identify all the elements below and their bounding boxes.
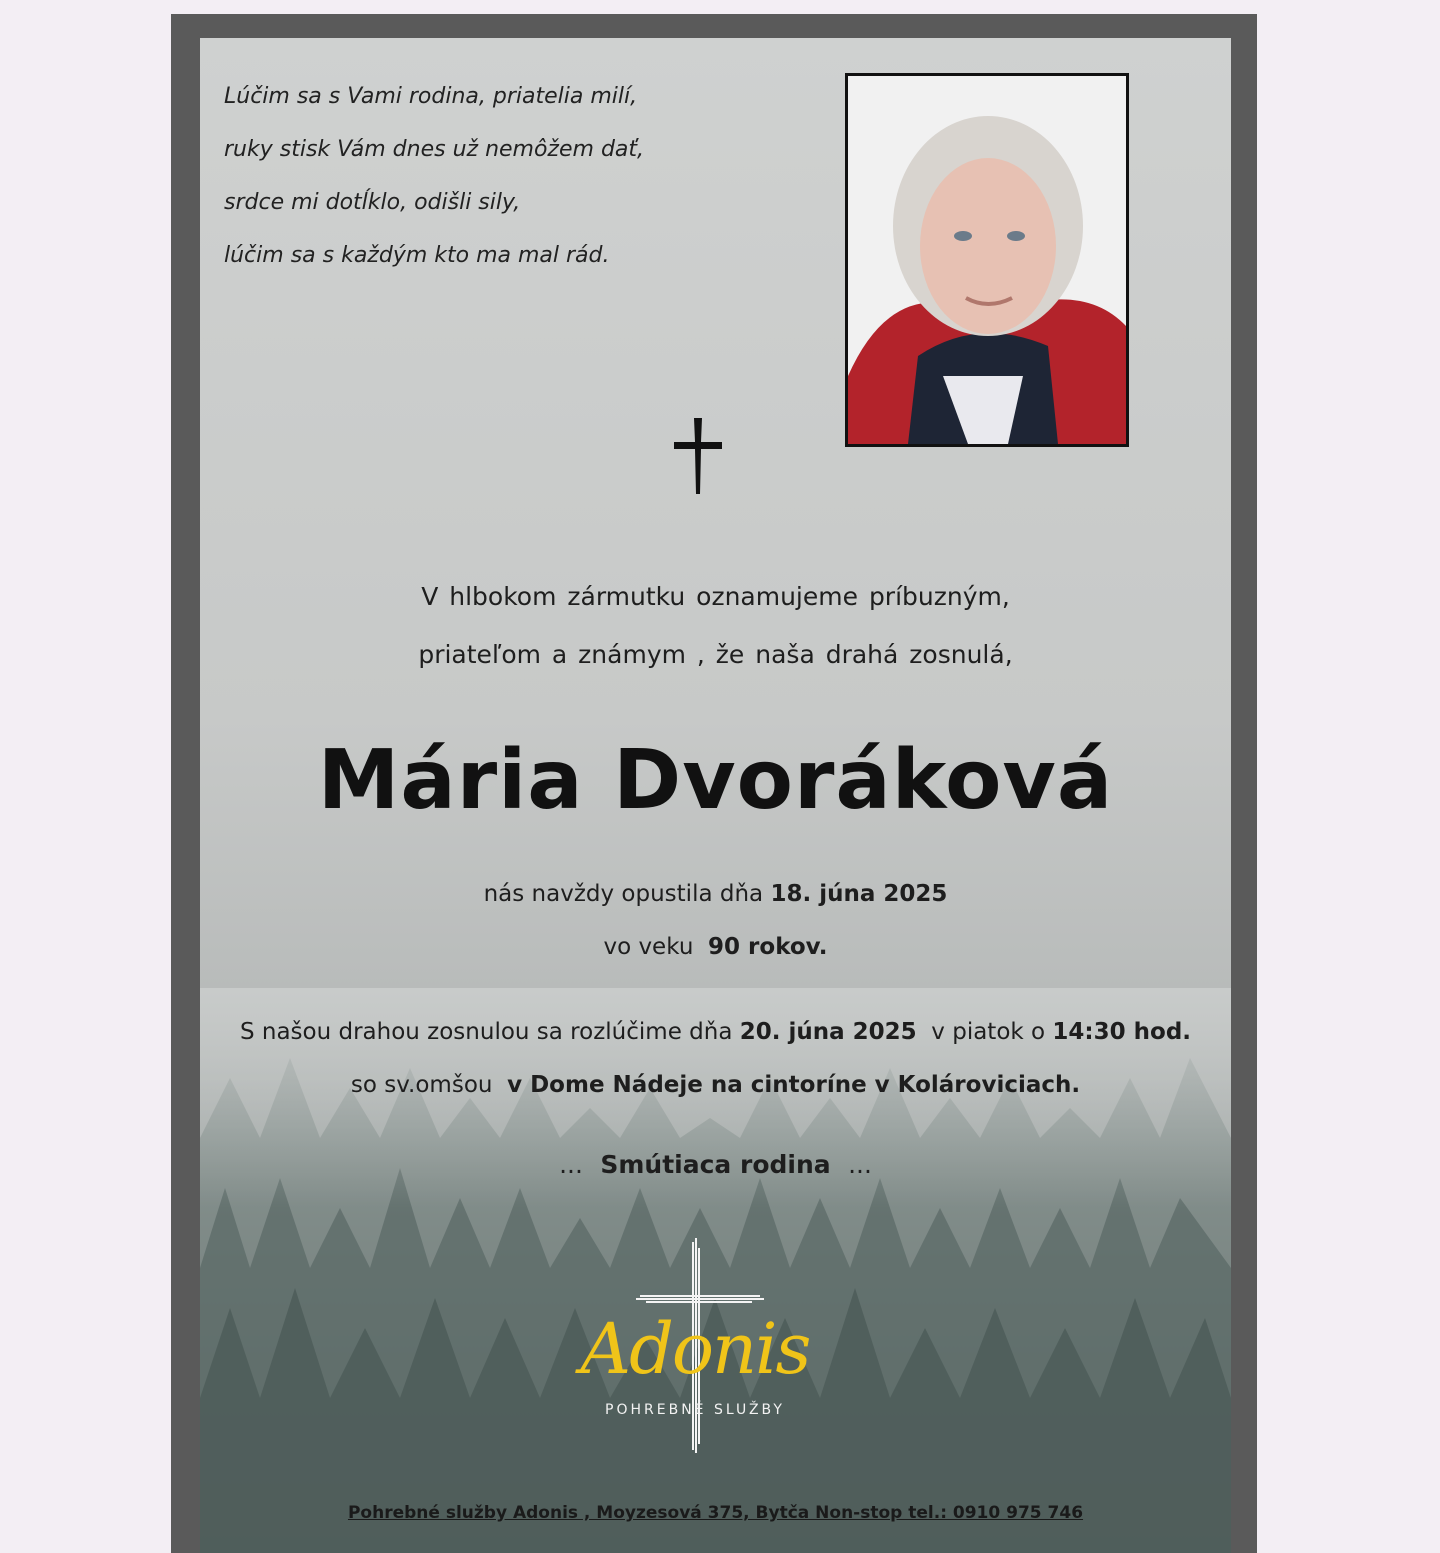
funeral-date: 20. júna 2025 bbox=[739, 1019, 917, 1045]
mass-prefix: so sv.omšou bbox=[350, 1072, 493, 1098]
intro-line: V hlbokom zármutku oznamujeme príbuzným, bbox=[421, 582, 1010, 611]
obituary-card bbox=[200, 38, 1231, 1553]
death-prefix: nás navždy opustila dňa bbox=[483, 881, 764, 907]
death-date-line bbox=[200, 868, 1231, 921]
footer-contact: Pohrebné služby Adonis , Moyzesová 375, Bytča Non-stop tel.: 0910 975 746 bbox=[347, 1503, 1084, 1523]
portrait-illustration bbox=[848, 76, 1126, 444]
announcement-intro bbox=[200, 568, 1231, 684]
age-line bbox=[200, 921, 1231, 974]
age-value: 90 rokov. bbox=[708, 934, 828, 960]
portrait-photo bbox=[845, 73, 1129, 447]
poem-line: ruky stisk Vám dnes už nemôžem dať, bbox=[224, 137, 645, 162]
cross-icon bbox=[672, 416, 724, 496]
adonis-logo bbox=[560, 1238, 830, 1458]
death-info bbox=[200, 868, 1231, 974]
funeral-prefix: S našou drahou zosnulou sa rozlúčime dňa bbox=[239, 1019, 733, 1045]
death-date: 18. júna 2025 bbox=[770, 881, 948, 907]
poem-line: lúčim sa s každým kto ma mal rád. bbox=[224, 243, 610, 268]
family-label: Smútiaca rodina bbox=[600, 1150, 831, 1179]
funeral-place-line bbox=[200, 1059, 1231, 1112]
deceased-name: Mária Dvoráková bbox=[317, 733, 1114, 828]
funeral-mid: v piatok o bbox=[931, 1019, 1046, 1045]
family-signature bbox=[200, 1150, 1231, 1179]
funeral-time: 14:30 hod. bbox=[1052, 1019, 1192, 1045]
dots-right: ... bbox=[848, 1150, 872, 1179]
logo-subtitle: POHREBNÉ SLUŽBY bbox=[605, 1402, 785, 1418]
poem-line: srdce mi dotĺklo, odišli sily, bbox=[224, 190, 521, 215]
funeral-info bbox=[200, 1006, 1231, 1112]
funeral-place: v Dome Nádeje na cintoríne v Kolároviciach. bbox=[507, 1072, 1081, 1098]
farewell-poem bbox=[224, 70, 644, 282]
logo-name: Adonis bbox=[580, 1308, 810, 1390]
funeral-date-line bbox=[200, 1006, 1231, 1059]
poem-line: Lúčim sa s Vami rodina, priatelia milí, bbox=[224, 84, 638, 109]
age-prefix: vo veku bbox=[603, 934, 694, 960]
intro-line: priateľom a známym , že naša drahá zosnulá, bbox=[418, 640, 1013, 669]
dots-left: ... bbox=[559, 1150, 583, 1179]
